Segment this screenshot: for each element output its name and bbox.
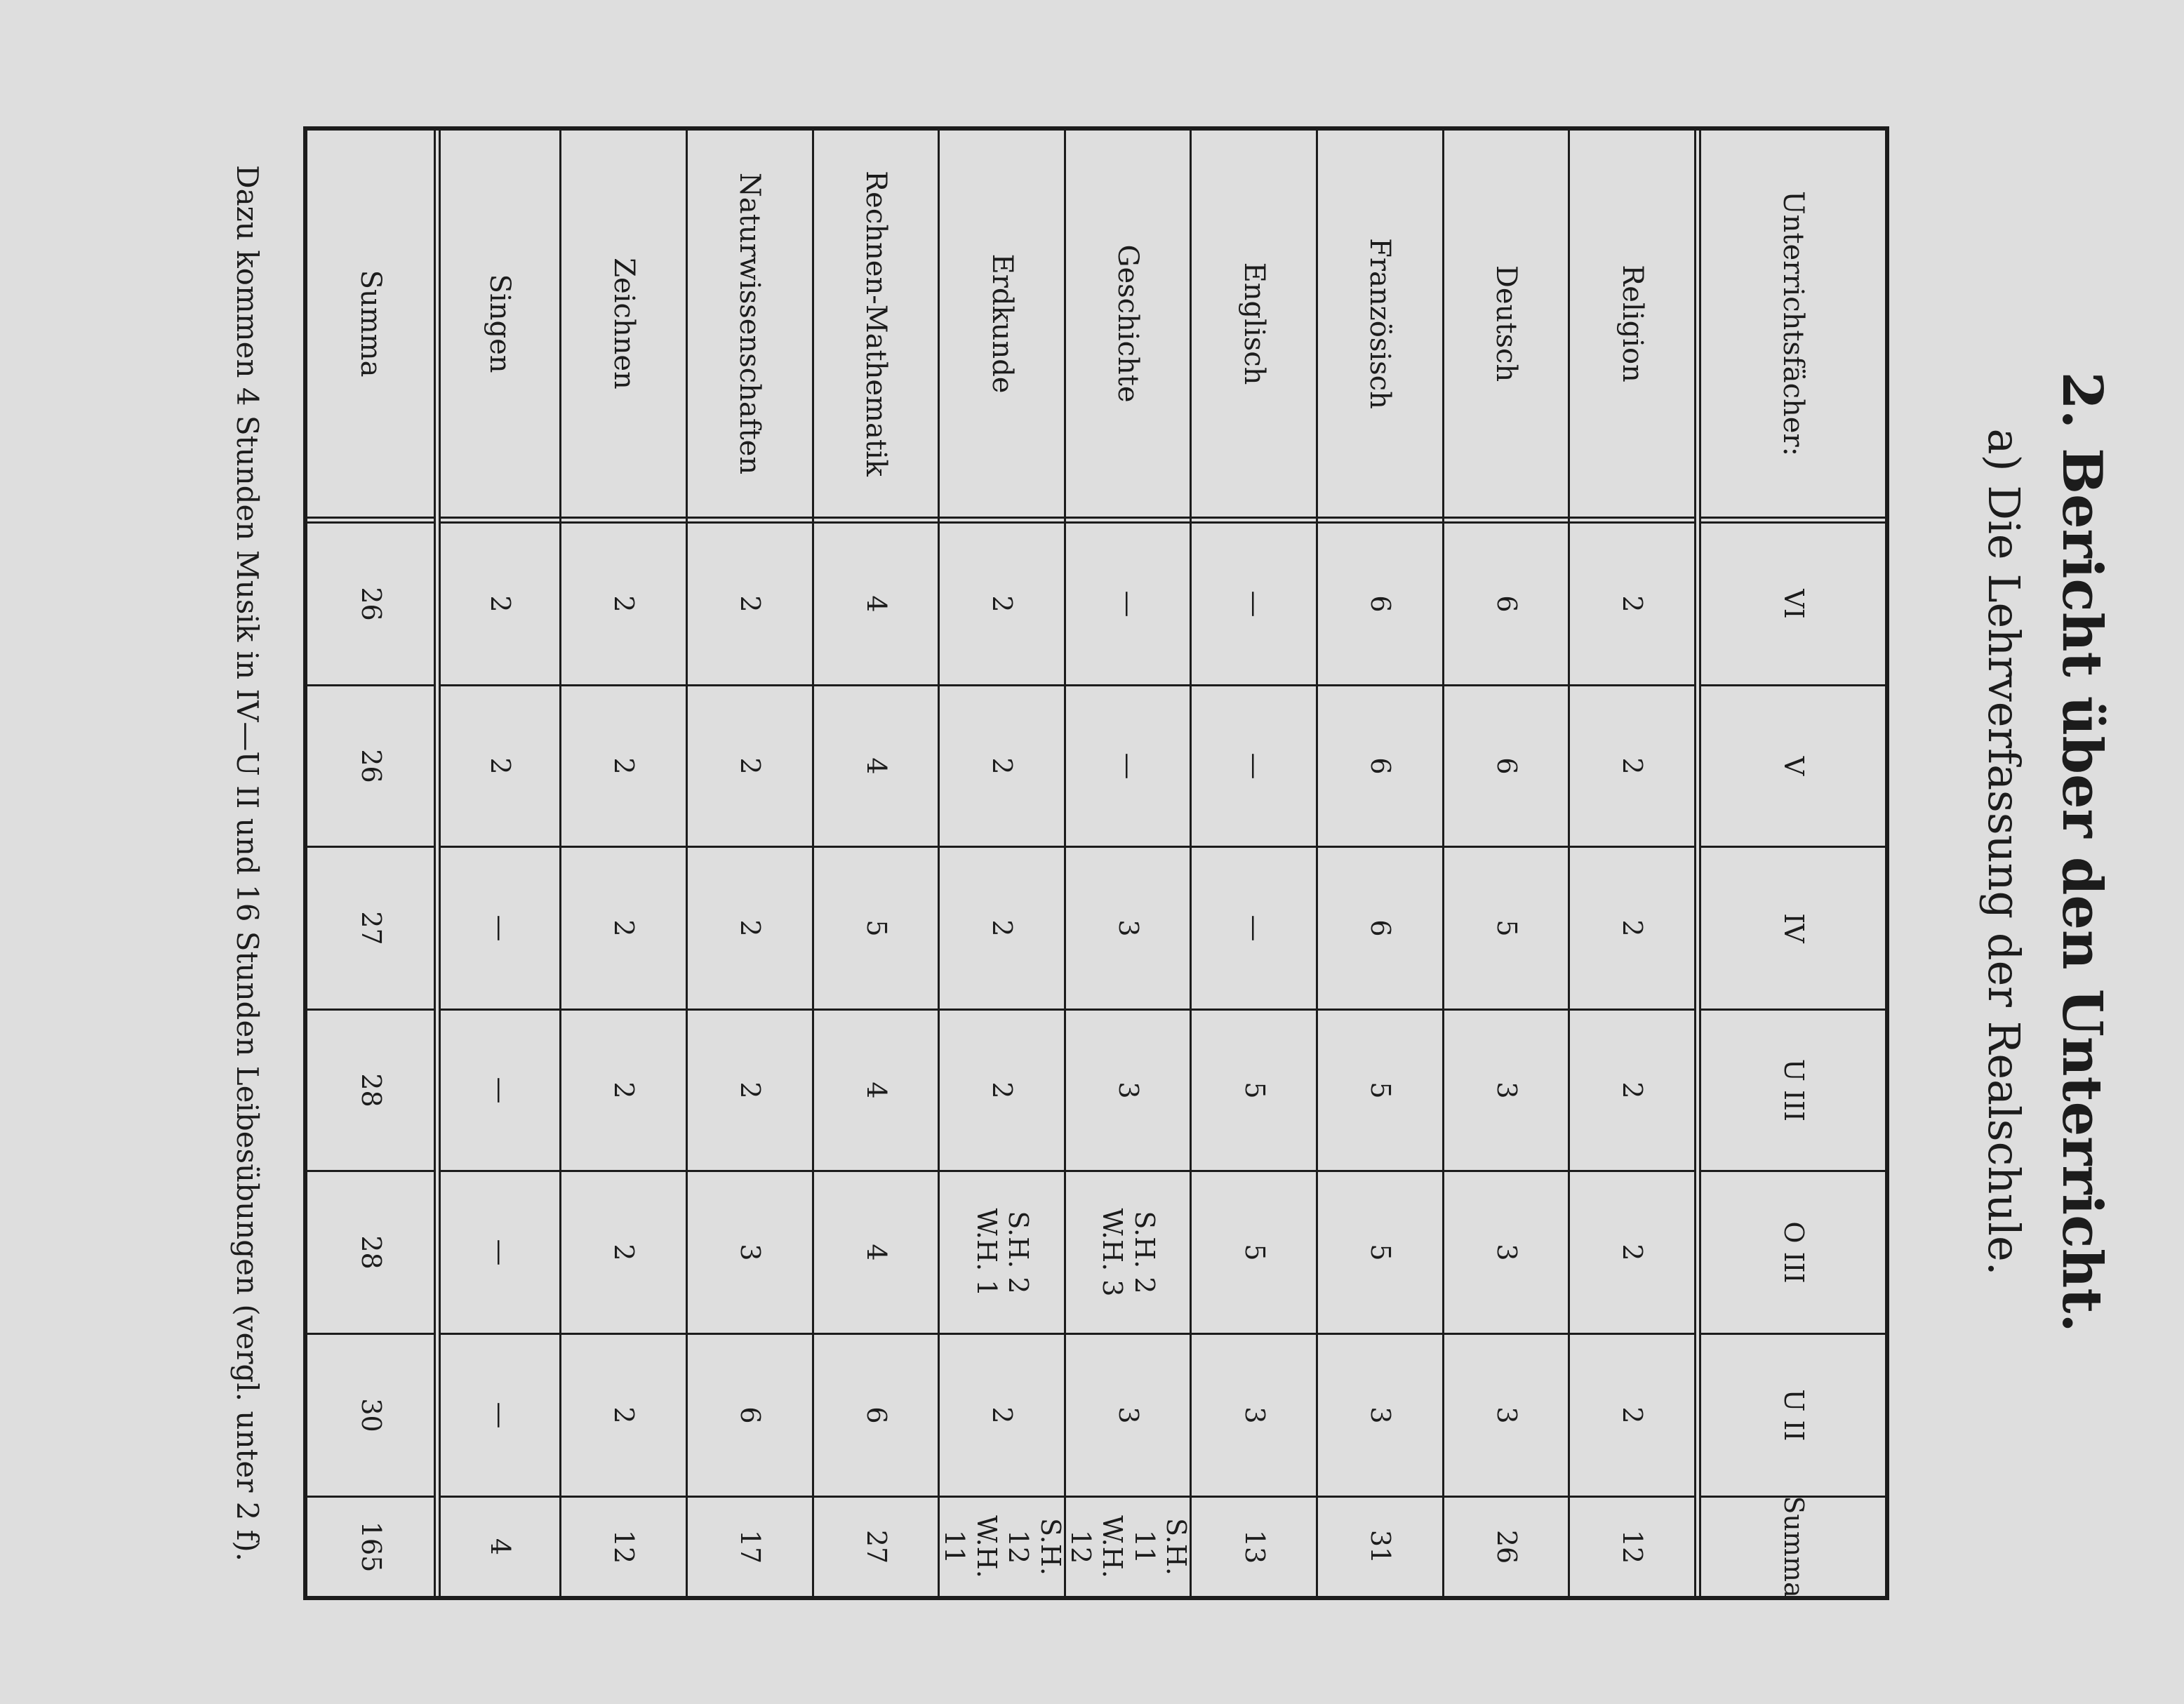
hours-cell: 30 — [307, 1335, 434, 1498]
hours-cell: 12 — [608, 1529, 640, 1564]
hours-cell: 26 — [307, 686, 434, 848]
hours-cell: 2 — [940, 1335, 1064, 1498]
hours-cell: — — [1066, 686, 1190, 848]
hours-cell: 5 — [1192, 1172, 1316, 1335]
hours-cell: 5 — [1318, 1172, 1442, 1335]
hours-cell: — — [441, 1335, 560, 1498]
table-row — [434, 131, 560, 1596]
header-class-1: VI — [1701, 524, 1885, 686]
hours-cell: 2 — [940, 686, 1064, 848]
hours-cell: 6 — [1318, 524, 1442, 686]
hours-cell: 2 — [561, 848, 686, 1011]
hours-cell: 3 — [1066, 1335, 1190, 1498]
hours-cell: 28 — [307, 1172, 434, 1335]
header-class-3: IV — [1701, 848, 1885, 1011]
hours-cell: 31 — [1365, 1529, 1397, 1564]
header-class-2: V — [1701, 686, 1885, 848]
hours-cell: 13 — [1239, 1529, 1270, 1564]
hours-cell: 4 — [814, 1172, 938, 1335]
hours-cell: 4 — [814, 686, 938, 848]
hours-cell: 5 — [1318, 1011, 1442, 1172]
subject-cell: Religion — [1570, 131, 1694, 524]
page-title: 2. Bericht über den Unterricht. — [2050, 371, 2114, 1333]
hours-cell: 3 — [1066, 1011, 1190, 1172]
hours-cell: 2 — [1570, 524, 1694, 686]
page-subtitle: a) Die Lehrverfassung der Realschule. — [1978, 428, 2030, 1276]
footnote: Dazu kommen 4 Stunden Musik in IV—U II und 16 Stunden Leibesübungen (vergl. unter 2 f). — [230, 164, 265, 1562]
hours-cell: 6 — [814, 1335, 938, 1498]
hours-cell: 26 — [1491, 1529, 1522, 1564]
hours-cell: 3 — [1444, 1011, 1569, 1172]
hours-cell: 6 — [1444, 686, 1569, 848]
hours-cell: 3 — [1444, 1335, 1569, 1498]
hours-cell: 2 — [441, 524, 560, 686]
hours-cell: — — [441, 1172, 560, 1335]
table-row — [1190, 131, 1316, 1596]
subject-cell: Geschichte — [1066, 131, 1190, 524]
hours-cell: S.H. 11 W.H. 12 — [1065, 1515, 1192, 1578]
header-class-7: Summa — [1778, 1496, 1809, 1598]
hours-cell: 2 — [688, 686, 812, 848]
hours-cell: — — [441, 848, 560, 1011]
hours-cell: 5 — [814, 848, 938, 1011]
header-class-6: U II — [1701, 1335, 1885, 1498]
hours-cell: 2 — [688, 1011, 812, 1172]
hours-cell: 4 — [485, 1538, 517, 1556]
hours-cell: 3 — [1192, 1335, 1316, 1498]
hours-cell: — — [441, 1011, 560, 1172]
table-row — [1316, 131, 1442, 1596]
hours-cell: 2 — [940, 1011, 1064, 1172]
hours-cell: 2 — [1570, 1172, 1694, 1335]
hours-cell: 27 — [860, 1529, 892, 1564]
table-row — [559, 131, 686, 1596]
hours-cell: 5 — [1444, 848, 1569, 1011]
table-row — [938, 131, 1064, 1596]
hours-cell: 6 — [688, 1335, 812, 1498]
hours-cell: 3 — [1444, 1172, 1569, 1335]
header-class-4: U III — [1701, 1011, 1885, 1172]
hours-cell: 4 — [814, 524, 938, 686]
hours-cell: 2 — [940, 848, 1064, 1011]
hours-cell: 5 — [1192, 1011, 1316, 1172]
hours-cell: 2 — [561, 1172, 686, 1335]
hours-cell: — — [1192, 524, 1316, 686]
hours-cell: 12 — [1617, 1529, 1649, 1564]
subject-cell: Französisch — [1318, 131, 1442, 524]
hours-cell: 4 — [814, 1011, 938, 1172]
curriculum-table — [303, 126, 1889, 1600]
hours-cell: — — [1192, 848, 1316, 1011]
subject-cell: Zeichnen — [561, 131, 686, 524]
table-row — [686, 131, 812, 1596]
hours-cell: 6 — [1444, 524, 1569, 686]
hours-cell: 2 — [940, 524, 1064, 686]
hours-cell: 27 — [307, 848, 434, 1011]
hours-cell: 3 — [1066, 848, 1190, 1011]
hours-cell: 165 — [355, 1521, 387, 1573]
hours-cell: 2 — [1570, 686, 1694, 848]
table-row — [812, 131, 938, 1596]
hours-cell: 2 — [688, 524, 812, 686]
hours-cell: 2 — [1570, 1011, 1694, 1172]
subject-cell: Deutsch — [1444, 131, 1569, 524]
table-row — [1442, 131, 1569, 1596]
hours-cell: S.H. 2 W.H. 1 — [940, 1172, 1064, 1335]
hours-cell: 2 — [561, 686, 686, 848]
hours-cell: 3 — [1318, 1335, 1442, 1498]
subject-cell: Erdkunde — [940, 131, 1064, 524]
subject-cell: Naturwissenschaften — [688, 131, 812, 524]
hours-cell: S.H. 2 W.H. 3 — [1066, 1172, 1190, 1335]
hours-cell: — — [1192, 686, 1316, 848]
table-row — [307, 131, 434, 1596]
hours-cell: 2 — [1570, 1335, 1694, 1498]
hours-cell: 26 — [307, 524, 434, 686]
hours-cell: 6 — [1318, 686, 1442, 848]
hours-cell: 2 — [561, 1011, 686, 1172]
header-subjects: Unterrichtsfächer: — [1701, 131, 1885, 524]
hours-cell: 17 — [735, 1529, 766, 1564]
hours-cell: 2 — [441, 686, 560, 848]
hours-cell: 2 — [561, 1335, 686, 1498]
header-class-5: O III — [1701, 1172, 1885, 1335]
hours-cell: 3 — [688, 1172, 812, 1335]
hours-cell: 2 — [561, 524, 686, 686]
subject-cell: Summa — [307, 131, 434, 524]
hours-cell: — — [1066, 524, 1190, 686]
subject-cell: Singen — [441, 131, 560, 524]
hours-cell: 2 — [1570, 848, 1694, 1011]
table-row — [1064, 131, 1190, 1596]
hours-cell: 28 — [307, 1011, 434, 1172]
table-row — [1568, 131, 1694, 1596]
subject-cell: Rechnen-Mathematik — [814, 131, 938, 524]
hours-cell: S.H. 12 W.H. 11 — [938, 1515, 1066, 1578]
table-header-row — [1694, 131, 1885, 1596]
subject-cell: Englisch — [1192, 131, 1316, 524]
hours-cell: 2 — [688, 848, 812, 1011]
hours-cell: 6 — [1318, 848, 1442, 1011]
